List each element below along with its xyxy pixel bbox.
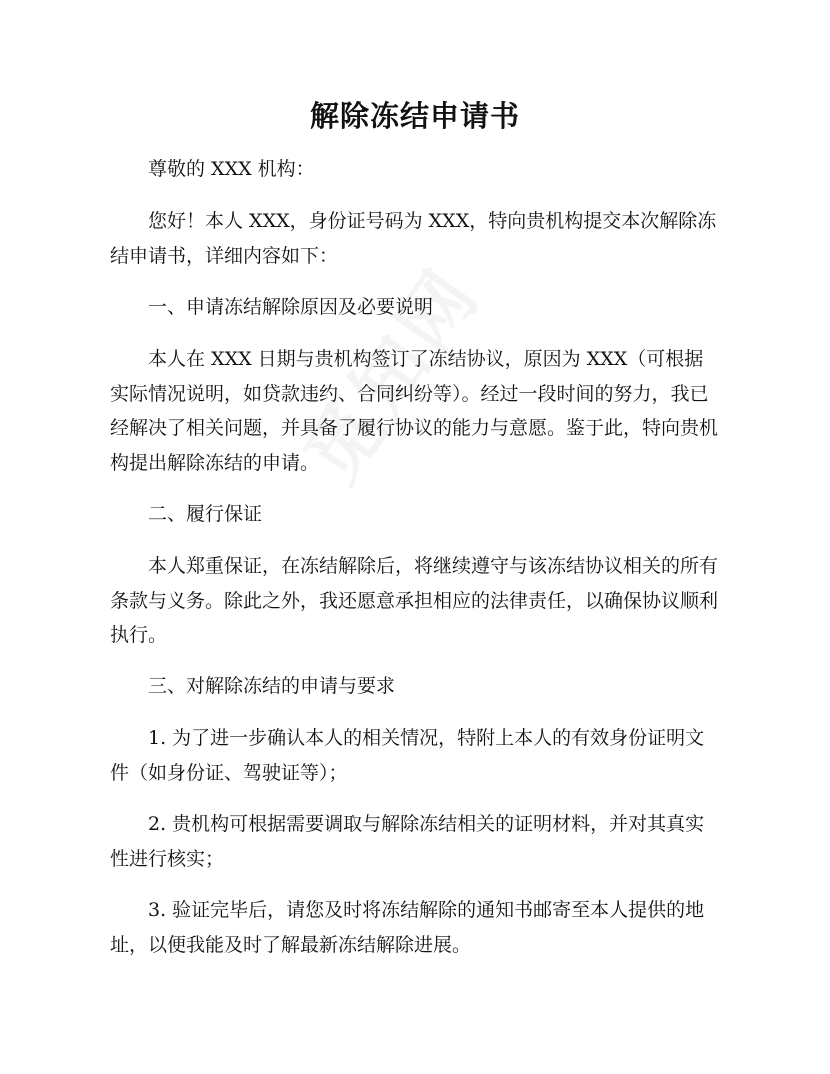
intro-paragraph: 您好！本人 XXX，身份证号码为 XXX，特向贵机构提交本次解除冻结申请书，详细内容如下：	[110, 210, 717, 267]
section-1-heading: 一、申请冻结解除原因及必要说明	[148, 296, 434, 318]
section-3-item-1: 1. 为了进一步确认本人的相关情况，特附上本人的有效身份证明文件（如身份证、驾驶证等）；	[110, 727, 705, 784]
section-3-item-2: 2. 贵机构可根据需要调取与解除冻结相关的证明材料，并对其真实性进行核实；	[110, 813, 705, 870]
section-1-body: 本人在 XXX 日期与贵机构签订了冻结协议，原因为 XXX（可根据实际情况说明，如贷款违约、合同纠纷等）。经过一段时间的努力，我已经解决了相关问题，并具备了履行协议的能力与意愿。鉴于此，特向贵机构提出解除冻结的申请。	[110, 348, 719, 474]
salutation: 尊敬的 XXX 机构：	[148, 158, 315, 180]
section-3-item-3: 3. 验证完毕后，请您及时将冻结解除的通知书邮寄至本人提供的地址，以便我能及时了解最新冻结解除进展。	[110, 899, 705, 956]
section-3-heading: 三、对解除冻结的申请与要求	[148, 675, 396, 697]
section-2-heading: 二、履行保证	[148, 503, 263, 525]
section-2-body: 本人郑重保证，在冻结解除后，将继续遵守与该冻结协议相关的所有条款与义务。除此之外，我还愿意承担相应的法律责任，以确保协议顺利执行。	[110, 555, 719, 646]
document-title: 解除冻结申请书	[309, 99, 520, 133]
